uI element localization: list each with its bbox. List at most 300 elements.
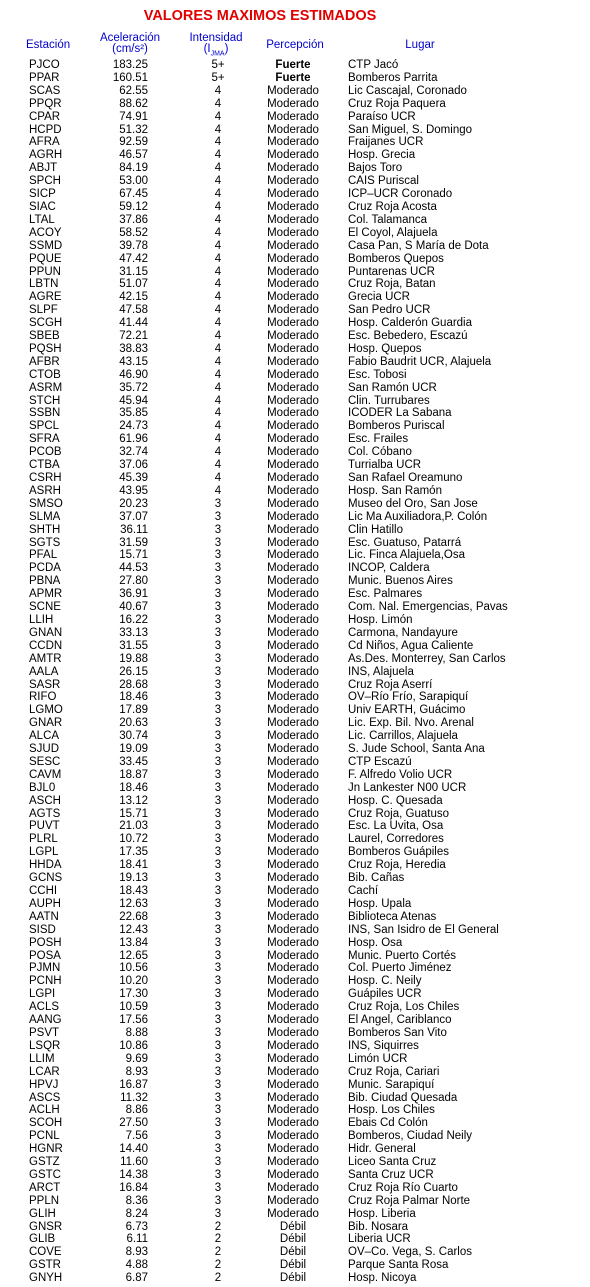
place-name: El Angel, Cariblanco <box>348 1014 452 1027</box>
table-row <box>0 459 590 472</box>
perception-value: Moderado <box>267 768 319 781</box>
station-code: PBNA <box>29 575 61 588</box>
station-code: SJUD <box>29 743 60 756</box>
intensity-value: 4 <box>214 342 222 355</box>
station-code: PQSH <box>29 342 62 355</box>
table-row <box>0 330 590 343</box>
station-code: SCGH <box>29 317 63 330</box>
acceleration-value: 17.56 <box>119 1014 148 1027</box>
perception-value: Moderado <box>267 575 319 588</box>
station-code: AGTS <box>29 807 61 820</box>
table-row <box>0 407 590 420</box>
table-row <box>0 1272 590 1285</box>
station-code: SIAC <box>29 200 56 213</box>
acceleration-value: 14.40 <box>119 1143 148 1156</box>
perception-value: Moderado <box>267 1156 319 1169</box>
intensity-value: 4 <box>214 381 222 394</box>
intensity-value: 3 <box>214 1207 222 1220</box>
table-row <box>0 111 590 124</box>
acceleration-value: 45.39 <box>119 472 148 484</box>
intensity-value: 4 <box>214 304 222 317</box>
acceleration-value: 15.71 <box>119 807 148 820</box>
station-code: APMR <box>29 588 63 601</box>
acceleration-value: 36.91 <box>119 588 148 601</box>
place-name: Hosp. Upala <box>348 897 412 910</box>
perception-value: Débil <box>279 1259 307 1272</box>
place-name: Hosp. Nicoya <box>348 1272 417 1285</box>
station-code: GNAN <box>29 626 63 639</box>
acceleration-value: 46.90 <box>119 368 148 381</box>
acceleration-value: 88.62 <box>119 97 148 110</box>
place-name: INS, Alajuela <box>348 665 414 678</box>
place-name: Cruz Roja Acosta <box>348 200 437 213</box>
table-row <box>0 317 590 330</box>
station-code: SMSO <box>29 497 63 510</box>
perception-value: Moderado <box>267 484 319 497</box>
perception-value: Moderado <box>267 407 319 420</box>
acceleration-value: 6.11 <box>126 1233 148 1246</box>
acceleration-value: 45.94 <box>119 394 148 407</box>
perception-value: Moderado <box>267 265 319 278</box>
intensity-value: 4 <box>214 97 222 110</box>
perception-value: Moderado <box>267 820 319 833</box>
station-code: LGPL <box>29 846 59 859</box>
acceleration-value: 47.58 <box>119 304 148 317</box>
station-code: PQUE <box>29 252 62 265</box>
place-name: Bib. Nosara <box>348 1220 409 1233</box>
intensity-value: 4 <box>214 136 222 149</box>
place-name: Biblioteca Atenas <box>348 910 437 923</box>
place-name: F. Alfredo Volio UCR <box>348 768 453 781</box>
acceleration-value: 13.84 <box>119 936 148 949</box>
station-code: GLIB <box>29 1233 56 1246</box>
station-code: AALA <box>29 665 59 678</box>
station-code: SFRA <box>29 433 60 446</box>
station-code: HGNR <box>29 1143 63 1156</box>
intensity-value: 4 <box>214 265 222 278</box>
table-row <box>0 304 590 317</box>
acceleration-value: 35.85 <box>119 407 148 420</box>
place-name: Hosp. Limón <box>348 613 413 626</box>
station-code: PCNH <box>29 975 62 988</box>
intensity-value: 3 <box>214 1181 222 1194</box>
table-row <box>0 188 590 201</box>
table-row <box>0 472 590 485</box>
perception-value: Moderado <box>267 123 319 136</box>
intensity-value: 4 <box>214 368 222 381</box>
acceleration-value: 12.63 <box>119 897 148 910</box>
acceleration-value: 37.06 <box>119 459 148 472</box>
perception-value: Moderado <box>267 420 319 433</box>
station-code: BJL0 <box>29 781 56 794</box>
station-code: CTOB <box>29 368 61 381</box>
place-name: Bajos Toro <box>348 162 403 175</box>
perception-value: Moderado <box>267 446 319 459</box>
perception-value: Moderado <box>267 897 319 910</box>
intensity-value: 4 <box>214 175 222 188</box>
perception-value: Moderado <box>267 678 319 691</box>
perception-value: Moderado <box>267 1014 319 1027</box>
intensity-value: 3 <box>214 975 222 988</box>
place-name: Cruz Roja, Heredia <box>348 859 446 872</box>
perception-value: Moderado <box>267 872 319 885</box>
perception-value: Moderado <box>267 433 319 446</box>
place-name: Bib. Ciudad Quesada <box>348 1091 458 1104</box>
intensity-value: 4 <box>214 188 222 201</box>
place-name: Parque Santa Rosa <box>348 1259 449 1272</box>
intensity-value: 2 <box>214 1246 222 1259</box>
table-row <box>0 1014 590 1027</box>
table-row <box>0 833 590 846</box>
table-row <box>0 975 590 988</box>
page-title: VALORES MAXIMOS ESTIMADOS <box>143 8 377 24</box>
perception-value: Débil <box>279 1220 307 1233</box>
place-name: Hosp. Quepos <box>348 342 422 355</box>
intensity-value: 3 <box>214 897 222 910</box>
acceleration-value: 12.43 <box>119 923 148 936</box>
intensity-value: 4 <box>214 110 222 123</box>
station-code: GLIH <box>29 1207 56 1220</box>
station-code: ABJT <box>29 162 58 175</box>
table-row <box>0 1156 590 1169</box>
place-name: Cruz Roja, Cariari <box>348 1065 440 1078</box>
perception-value: Moderado <box>267 1207 319 1220</box>
intensity-value: 3 <box>214 588 222 601</box>
table-row <box>0 1130 590 1143</box>
place-name: Col. Cóbano <box>348 446 412 459</box>
perception-value: Fuerte <box>275 59 311 71</box>
table-row <box>0 85 590 98</box>
perception-value: Moderado <box>267 794 319 807</box>
intensity-value: 4 <box>214 239 222 252</box>
intensity-value: 3 <box>214 936 222 949</box>
intensity-value: 3 <box>214 639 222 652</box>
perception-value: Moderado <box>267 317 319 330</box>
intensity-value: 4 <box>214 394 222 407</box>
acceleration-value: 19.88 <box>119 652 148 665</box>
table-row <box>0 717 590 730</box>
acceleration-value: 9.69 <box>125 1052 148 1065</box>
station-code: AGRE <box>29 291 62 304</box>
table-row <box>0 743 590 756</box>
perception-value: Moderado <box>267 601 319 614</box>
table-row <box>0 846 590 859</box>
intensity-value: 3 <box>214 872 222 885</box>
station-code: HCPD <box>29 123 62 136</box>
acceleration-value: 19.13 <box>119 872 148 885</box>
place-name: Hosp. Calderón Guardia <box>348 317 473 330</box>
place-name: Esc. La Uvita, Osa <box>348 820 444 833</box>
intensity-value: 4 <box>214 226 222 239</box>
perception-value: Moderado <box>267 691 319 704</box>
table-row <box>0 149 590 162</box>
station-code: COVE <box>29 1246 62 1259</box>
intensity-value: 4 <box>214 123 222 136</box>
perception-value: Moderado <box>267 394 319 407</box>
place-name: Munic. Buenos Aires <box>348 575 453 588</box>
place-name: OV–Río Frío, Sarapiquí <box>348 691 469 704</box>
table-row <box>0 1066 590 1079</box>
acceleration-value: 16.22 <box>119 613 148 626</box>
perception-value: Débil <box>279 1272 307 1285</box>
perception-value: Moderado <box>267 975 319 988</box>
perception-value: Moderado <box>267 510 319 523</box>
acceleration-value: 32.74 <box>119 446 148 459</box>
station-code: GNSR <box>29 1220 63 1233</box>
perception-value: Moderado <box>267 562 319 575</box>
acceleration-value: 13.12 <box>119 794 148 807</box>
acceleration-value: 20.63 <box>119 717 148 730</box>
station-code: GNYH <box>29 1272 63 1285</box>
station-code: SPCH <box>29 175 61 188</box>
table-row <box>0 278 590 291</box>
place-name: Esc. Bebedero, Escazú <box>348 330 468 343</box>
acceleration-value: 74.91 <box>119 110 148 123</box>
intensity-value: 3 <box>214 923 222 936</box>
acceleration-value: 22.68 <box>119 910 148 923</box>
intensity-value: 3 <box>214 1091 222 1104</box>
station-code: LSQR <box>29 1039 61 1052</box>
acceleration-value: 12.65 <box>119 949 148 962</box>
place-name: Clin Hatillo <box>348 523 403 536</box>
intensity-value: 3 <box>214 846 222 859</box>
station-code: SBEB <box>29 330 60 343</box>
table-row <box>0 808 590 821</box>
intensity-value: 4 <box>214 355 222 368</box>
table-row <box>0 937 590 950</box>
acceleration-value: 31.59 <box>119 536 148 549</box>
table-row <box>0 369 590 382</box>
table-row <box>0 769 590 782</box>
perception-value: Moderado <box>267 1091 319 1104</box>
table-row <box>0 1259 590 1272</box>
intensity-value: 3 <box>214 910 222 923</box>
acceleration-value: 47.42 <box>119 252 148 265</box>
table-row <box>0 136 590 149</box>
table-row <box>0 524 590 537</box>
acceleration-value: 4.88 <box>125 1259 148 1272</box>
perception-value: Moderado <box>267 368 319 381</box>
place-name: Jn Lankester N00 UCR <box>348 781 467 794</box>
table-row <box>0 640 590 653</box>
intensity-value: 3 <box>214 717 222 730</box>
header-intensity <box>178 33 254 59</box>
station-code: GNAR <box>29 717 63 730</box>
acceleration-value: 18.43 <box>119 885 148 897</box>
perception-value: Moderado <box>267 536 319 549</box>
station-code: AMTR <box>29 652 62 665</box>
perception-value: Moderado <box>267 1168 319 1181</box>
station-code: LCAR <box>29 1065 60 1078</box>
acceleration-value: 8.93 <box>125 1246 148 1259</box>
table-row <box>0 962 590 975</box>
intensity-value: 4 <box>214 162 222 175</box>
acceleration-value: 10.86 <box>119 1039 148 1052</box>
intensity-value: 4 <box>214 200 222 213</box>
intensity-value: 3 <box>214 885 222 897</box>
intensity-value: 3 <box>214 510 222 523</box>
acceleration-value: 10.59 <box>119 1001 148 1014</box>
acceleration-value: 17.35 <box>119 846 148 859</box>
place-name: Cruz Roja Río Cuarto <box>348 1181 458 1194</box>
intensity-value: 4 <box>214 472 222 484</box>
table-row <box>0 1117 590 1130</box>
table-row <box>0 601 590 614</box>
place-name: Museo del Oro, San Jose <box>348 497 478 510</box>
table-row <box>0 446 590 459</box>
station-code: CAVM <box>29 768 62 781</box>
table-row <box>0 588 590 601</box>
perception-value: Moderado <box>267 1001 319 1014</box>
intensity-value: 3 <box>214 1194 222 1207</box>
table-row <box>0 214 590 227</box>
place-name: CTP Escazú <box>348 755 412 768</box>
station-code: LLIH <box>29 613 54 626</box>
table-row <box>0 59 590 72</box>
acceleration-value: 27.50 <box>119 1117 148 1130</box>
place-name: San Ramón UCR <box>348 381 437 394</box>
perception-value: Moderado <box>267 704 319 717</box>
place-name: Com. Nal. Emergencias, Pavas <box>348 601 508 614</box>
perception-value: Moderado <box>267 1026 319 1039</box>
table-row <box>0 575 590 588</box>
intensity-value: 2 <box>214 1233 222 1246</box>
perception-value: Moderado <box>267 381 319 394</box>
table-row <box>0 614 590 627</box>
intensity-value: 3 <box>214 781 222 794</box>
acceleration-value: 16.87 <box>119 1078 148 1091</box>
place-name: INS, San Isidro de El General <box>348 923 499 936</box>
station-code: ACLS <box>29 1001 60 1014</box>
acceleration-value: 7.56 <box>125 1130 148 1143</box>
station-code: SCOH <box>29 1117 63 1130</box>
perception-value: Moderado <box>267 1117 319 1130</box>
perception-value: Moderado <box>267 84 319 97</box>
intensity-value: 3 <box>214 1168 222 1181</box>
perception-value: Moderado <box>267 949 319 962</box>
intensity-value: 3 <box>214 497 222 510</box>
station-code: ASRM <box>29 381 63 394</box>
intensity-value: 3 <box>214 1039 222 1052</box>
station-code: AANG <box>29 1014 62 1027</box>
perception-value: Moderado <box>267 162 319 175</box>
intensity-value: 3 <box>214 678 222 691</box>
perception-value: Moderado <box>267 717 319 730</box>
place-name: Munic. Puerto Cortés <box>348 949 457 962</box>
station-code: PLRL <box>29 833 58 846</box>
station-code: PCNL <box>29 1130 60 1143</box>
place-name: Lic. Finca Alajuela,Osa <box>348 549 465 562</box>
table-row <box>0 950 590 963</box>
station-code: AATN <box>29 910 59 923</box>
table-row <box>0 485 590 498</box>
acceleration-value: 46.57 <box>119 149 148 162</box>
acceleration-value: 62.55 <box>119 84 148 97</box>
acceleration-value: 18.46 <box>119 691 148 704</box>
station-code: SASR <box>29 678 61 691</box>
station-code: PPUN <box>29 265 61 278</box>
station-code: SCAS <box>29 84 61 97</box>
place-name: Cruz Roja, Los Chiles <box>348 1001 460 1014</box>
place-name: Hosp. C. Neily <box>348 975 422 988</box>
acceleration-value: 16.84 <box>119 1181 148 1194</box>
table-row <box>0 1195 590 1208</box>
acceleration-value: 33.13 <box>119 626 148 639</box>
acceleration-value: 51.32 <box>119 123 148 136</box>
perception-value: Moderado <box>267 1194 319 1207</box>
place-name: Esc. Tobosi <box>348 368 407 381</box>
acceleration-value: 17.30 <box>119 988 148 1001</box>
place-name: ICODER La Sabana <box>348 407 452 420</box>
place-name: Col. Talamanca <box>348 213 428 226</box>
perception-value: Moderado <box>267 200 319 213</box>
station-code: RIFO <box>29 691 57 704</box>
acceleration-value: 10.72 <box>119 833 148 846</box>
intensity-value: 4 <box>214 459 222 472</box>
acceleration-value: 27.80 <box>119 575 148 588</box>
intensity-value: 3 <box>214 768 222 781</box>
acceleration-value: 31.55 <box>119 639 148 652</box>
place-name: CTP Jacó <box>348 59 399 71</box>
acceleration-value: 18.87 <box>119 768 148 781</box>
station-code: SLMA <box>29 510 61 523</box>
intensity-value: 4 <box>214 420 222 433</box>
table-row <box>0 859 590 872</box>
perception-value: Moderado <box>267 136 319 149</box>
header-station: Estación <box>26 39 71 51</box>
station-code: ASRH <box>29 484 61 497</box>
station-code: SLPF <box>29 304 58 317</box>
station-code: GSTC <box>29 1168 61 1181</box>
place-name: Col. Puerto Jiménez <box>348 962 452 975</box>
place-name: Laurel, Corredores <box>348 833 444 846</box>
place-name: San Miguel, S. Domingo <box>348 123 473 136</box>
perception-value: Débil <box>279 1246 307 1259</box>
place-name: Bomberos Quepos <box>348 252 444 265</box>
intensity-value: 3 <box>214 807 222 820</box>
table-row <box>0 1092 590 1105</box>
station-code: PCDA <box>29 562 61 575</box>
perception-value: Moderado <box>267 1078 319 1091</box>
table-row <box>0 898 590 911</box>
intensity-value: 3 <box>214 949 222 962</box>
table-row <box>0 201 590 214</box>
station-code: SCNE <box>29 601 61 614</box>
perception-value: Moderado <box>267 330 319 343</box>
place-name: S. Jude School, Santa Ana <box>348 743 485 756</box>
table-row <box>0 227 590 240</box>
acceleration-value: 36.11 <box>120 523 148 536</box>
acceleration-value: 28.68 <box>119 678 148 691</box>
table-row <box>0 98 590 111</box>
table-row <box>0 782 590 795</box>
table-row <box>0 124 590 137</box>
table-row <box>0 175 590 188</box>
station-code: ALCA <box>29 730 60 743</box>
table-row <box>0 162 590 175</box>
place-name: Lic Ma Auxiliadora,P. Colón <box>348 510 488 523</box>
intensity-value: 3 <box>214 613 222 626</box>
perception-value: Moderado <box>267 923 319 936</box>
acceleration-value: 8.24 <box>125 1207 148 1220</box>
header-acceleration-label: Aceleración <box>99 32 161 44</box>
station-code: ASCS <box>29 1091 61 1104</box>
intensity-value: 3 <box>214 691 222 704</box>
intensity-value: 3 <box>214 523 222 536</box>
acceleration-value: 8.93 <box>125 1065 148 1078</box>
place-name: Cd Niños, Agua Caliente <box>348 639 474 652</box>
station-code: SGTS <box>29 536 61 549</box>
